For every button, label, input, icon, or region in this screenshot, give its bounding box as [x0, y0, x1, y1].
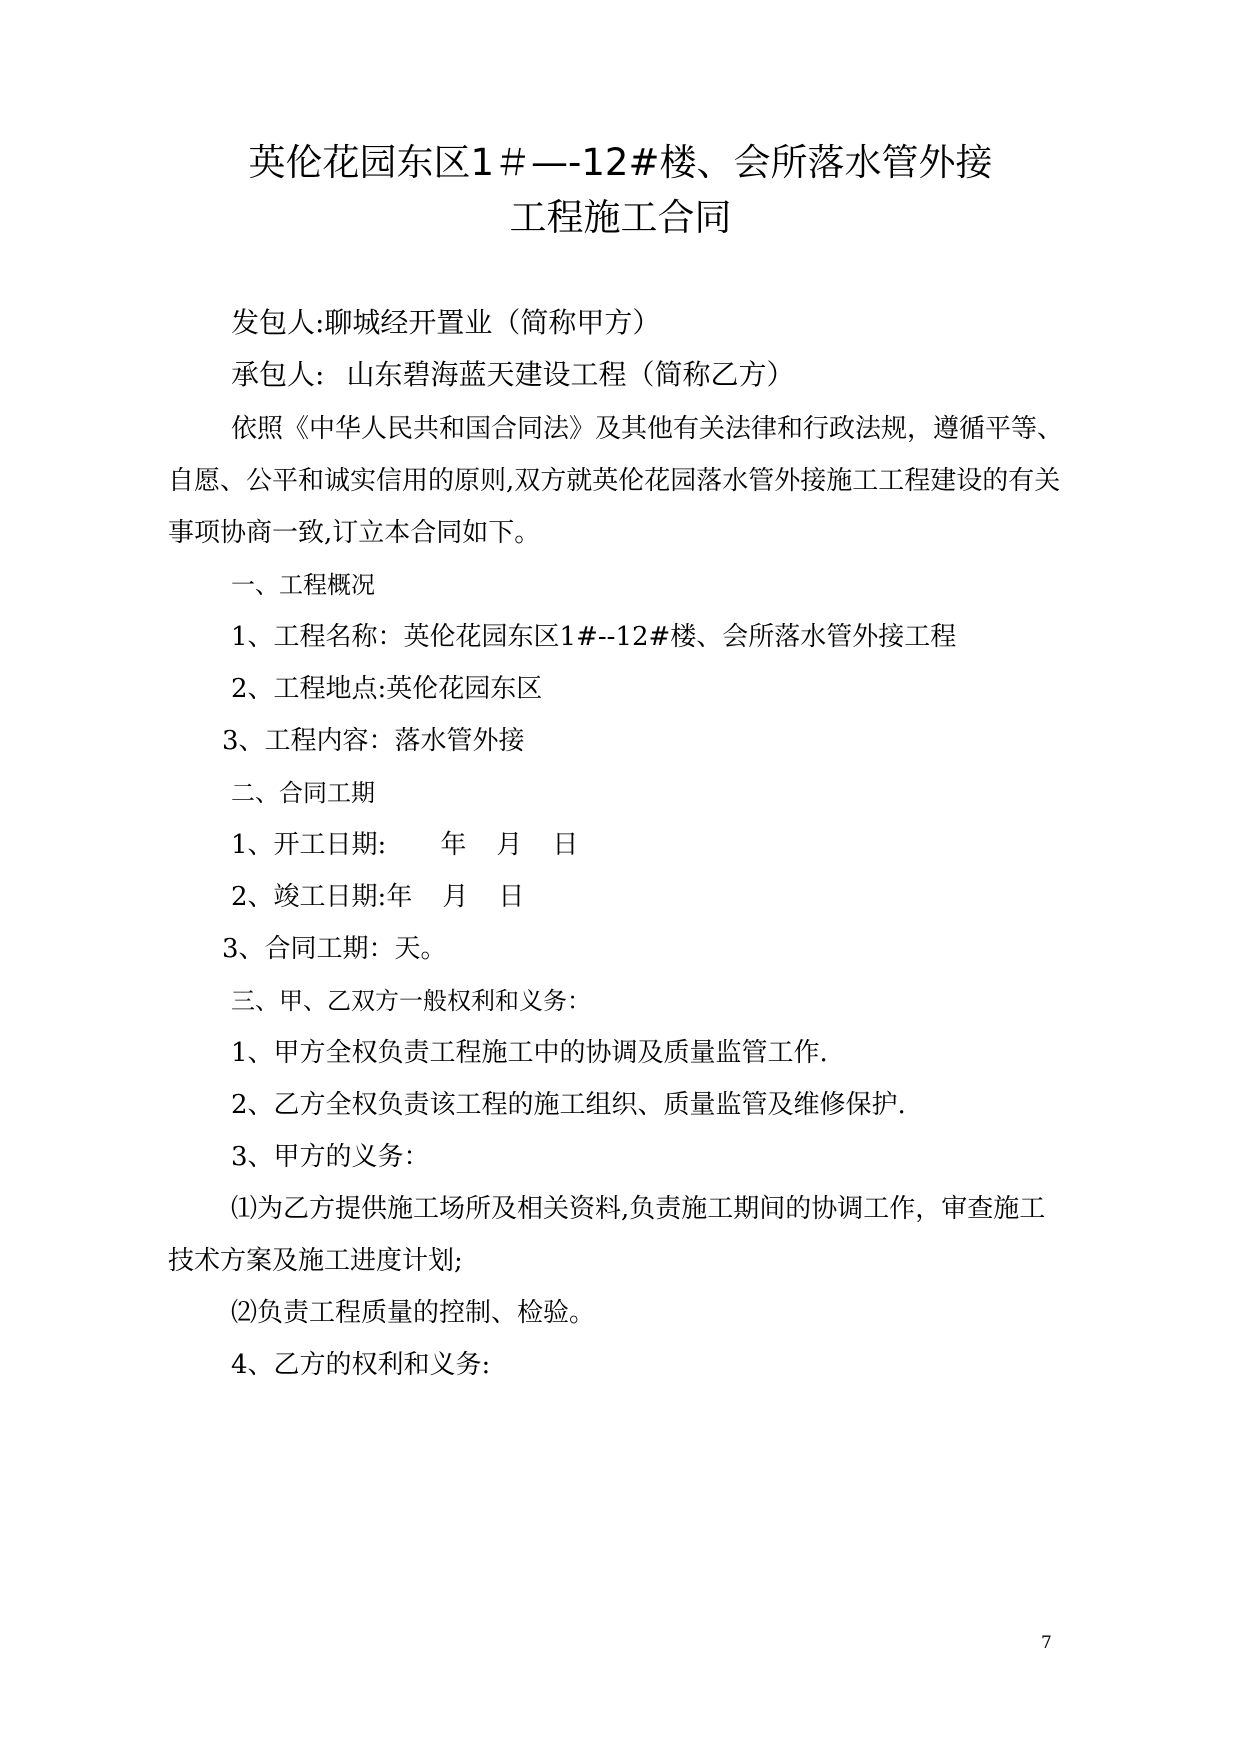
party-b-duty-line: 2、乙方全权负责该工程的施工组织、质量监管及维修保护.: [231, 1090, 906, 1120]
end-year-unit: 年: [386, 882, 413, 912]
start-month-unit: 月: [496, 830, 523, 860]
section-2-heading: 二、合同工期: [231, 779, 375, 807]
contract-period-line: [222, 932, 447, 966]
contractor-name: 山东碧海蓝天建设工程（简称乙方）: [346, 358, 795, 391]
end-month-unit: 月: [442, 882, 469, 912]
intro-line-2: 自愿、公平和诚实信用的原则,双方就英伦花园落水管外接施工工程建设的有关: [168, 466, 1061, 496]
obligation-1-line-1: ⑴为乙方提供施工场所及相关资料,负责施工期间的协调工作，审查施工: [231, 1194, 1046, 1224]
contractor-line: [231, 358, 794, 392]
end-day-unit: 日: [498, 882, 525, 912]
section-3-heading: 三、甲、乙双方一般权利和义务：: [231, 987, 591, 1015]
contractor-label: 承包人:: [231, 358, 325, 391]
page-number: 7: [1041, 1633, 1052, 1653]
section-1-heading: 一、工程概况: [231, 571, 375, 599]
obligation-1-line-2: 技术方案及施工进度计划;: [168, 1246, 463, 1276]
project-content-line: 3、工程内容：落水管外接: [222, 726, 525, 756]
document-title-line2: 工程施工合同: [509, 196, 732, 239]
intro-line-1: 依照《中华人民共和国合同法》及其他有关法律和行政法规，遵循平等、: [231, 414, 1064, 444]
document-title-line1: 英伦花园东区1＃—-12#楼、会所落水管外接: [248, 141, 993, 184]
start-year-unit: 年: [440, 830, 467, 860]
project-name-line: 1、工程名称：英伦花园东区1#--12#楼、会所落水管外接工程: [231, 622, 957, 652]
party-b-rights-heading: 4、乙方的权利和义务:: [231, 1350, 491, 1380]
obligation-2-line: ⑵负责工程质量的控制、检验。: [231, 1298, 596, 1328]
project-location-line: 2、工程地点:英伦花园东区: [231, 674, 543, 704]
end-date-line: [231, 880, 524, 914]
end-date-label: 2、竣工日期:: [231, 882, 387, 912]
start-date-label: 1、开工日期:: [231, 830, 387, 860]
employer-line: 发包人:聊城经开置业（简称甲方）: [231, 306, 661, 339]
contract-period-label: 3、合同工期：: [222, 934, 395, 964]
contract-period-unit: 天。: [394, 934, 447, 964]
intro-line-3: 事项协商一致,订立本合同如下。: [168, 518, 541, 548]
start-date-line: [231, 828, 578, 862]
start-day-unit: 日: [552, 830, 579, 860]
party-a-duty-line: 1、甲方全权负责工程施工中的协调及质量监管工作.: [231, 1038, 828, 1068]
party-a-obligations-heading: 3、甲方的义务：: [231, 1142, 430, 1172]
